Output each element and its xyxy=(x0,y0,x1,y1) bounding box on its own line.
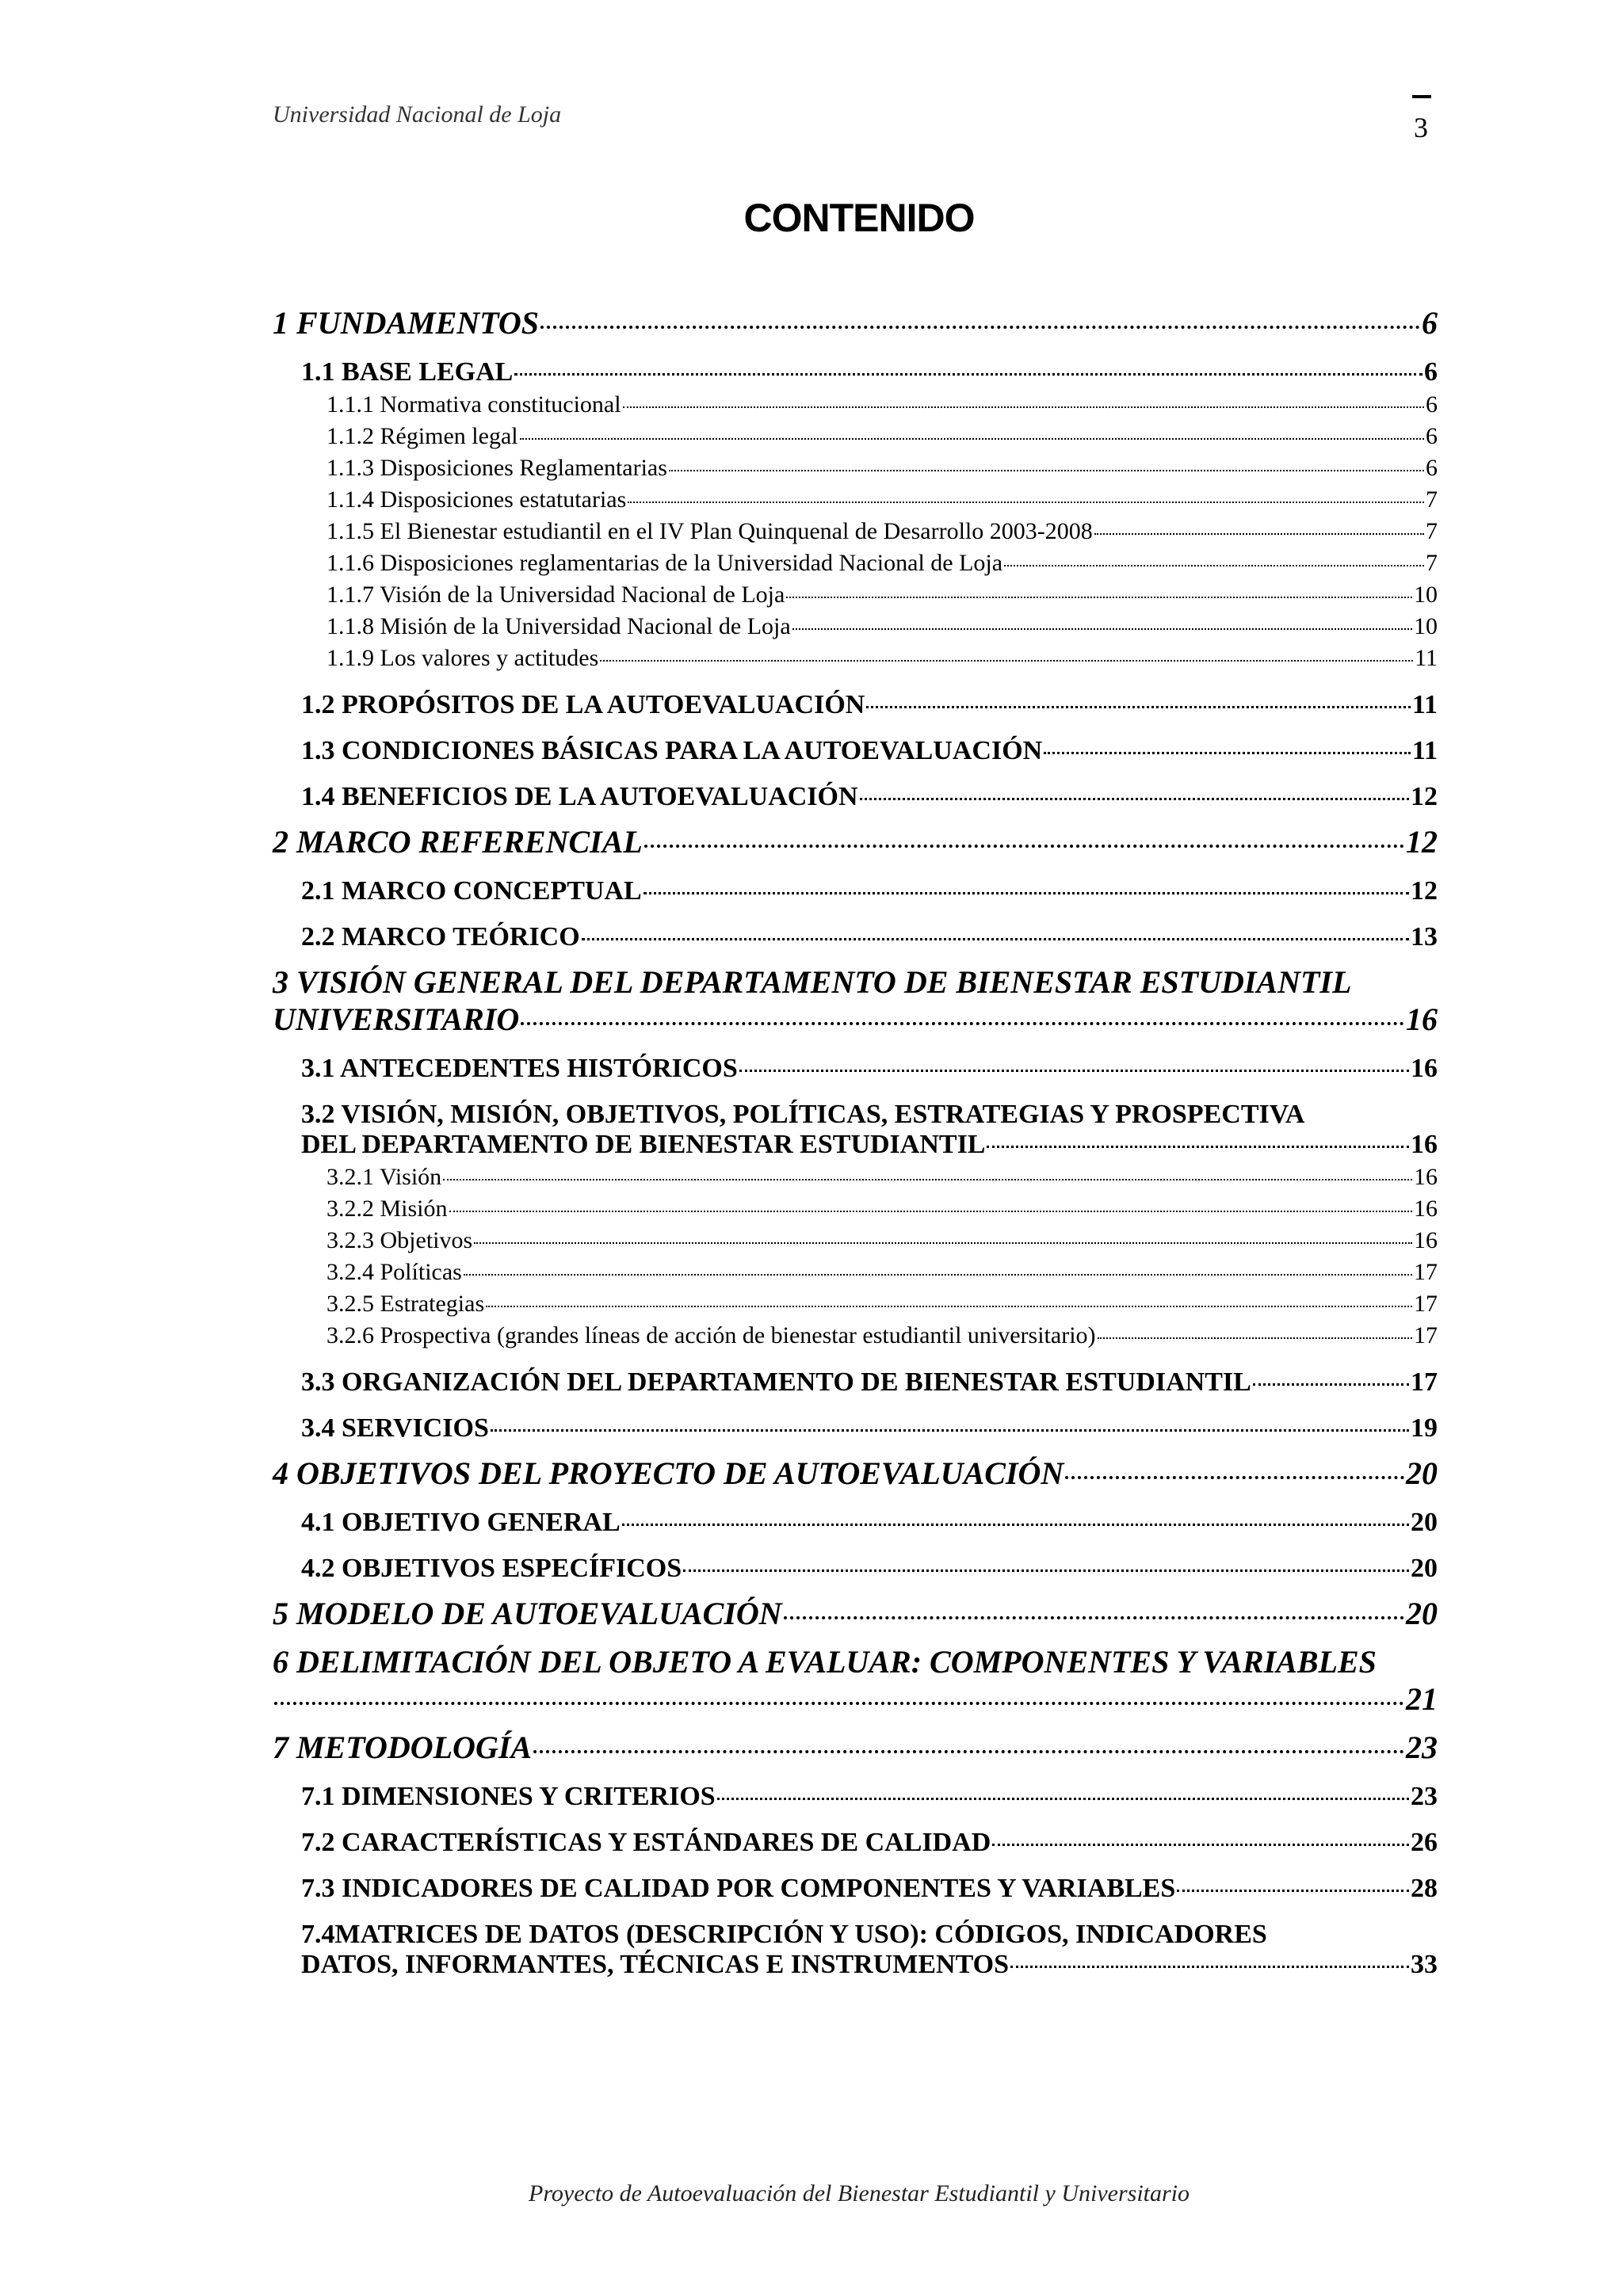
toc-entry-1-1-4[interactable] xyxy=(273,484,1438,516)
leader-dots xyxy=(449,1211,1412,1212)
toc-page: 19 xyxy=(1411,1413,1438,1443)
toc-entry-2-1[interactable] xyxy=(273,876,1438,906)
toc-label: 2.2 MARCO TEÓRICO xyxy=(301,922,580,952)
toc-entry-6[interactable] xyxy=(273,1643,1438,1718)
toc-page: 11 xyxy=(1411,690,1438,719)
toc-entry-2[interactable] xyxy=(273,823,1438,860)
toc-page: 20 xyxy=(1411,1508,1438,1537)
leader-dots xyxy=(860,798,1409,800)
table-of-contents xyxy=(273,293,1438,1981)
document-title: CONTENIDO xyxy=(743,196,975,240)
page-number-mark xyxy=(1412,95,1431,98)
toc-label-line2: DATOS, INFORMANTES, TÉCNICAS E INSTRUMENTOS xyxy=(301,1950,1010,1979)
leader-dots xyxy=(669,470,1424,471)
leader-dots xyxy=(622,1524,1409,1526)
toc-label: 7.2 CARACTERÍSTICAS Y ESTÁNDARES DE CALIDAD xyxy=(301,1828,991,1857)
toc-entry-1-4[interactable] xyxy=(273,782,1438,812)
toc-entry-4[interactable] xyxy=(273,1455,1438,1492)
toc-entry-1-1-6[interactable] xyxy=(273,547,1438,579)
toc-entry-1-1-5[interactable] xyxy=(273,516,1438,547)
toc-entry-1-1-9[interactable] xyxy=(273,643,1438,674)
toc-label: 7 METODOLOGÍA xyxy=(273,1730,533,1765)
toc-label: 4.2 OBJETIVOS ESPECÍFICOS xyxy=(301,1554,682,1583)
toc-label: 7.3 INDICADORES DE CALIDAD POR COMPONENTES Y VARIABLES xyxy=(301,1874,1176,1903)
toc-entry-1-1[interactable] xyxy=(273,357,1438,387)
toc-label: 1.1.6 Disposiciones reglamentarias de la Universidad Nacional de Loja xyxy=(327,550,1003,576)
toc-label: 1.4 BENEFICIOS DE LA AUTOEVALUACIÓN xyxy=(301,782,858,811)
leader-dots xyxy=(644,845,1404,848)
toc-label-line2: UNIVERSITARIO xyxy=(273,1001,520,1037)
toc-page: 17 xyxy=(1414,1259,1438,1285)
leader-dots xyxy=(540,326,1420,329)
toc-page: 6 xyxy=(1422,305,1438,341)
toc-page: 11 xyxy=(1415,645,1438,671)
toc-page: 7 xyxy=(1426,486,1438,513)
toc-label: 2.1 MARCO CONCEPTUAL xyxy=(301,876,642,906)
toc-entry-1-3[interactable] xyxy=(273,736,1438,766)
leader-dots xyxy=(443,1179,1412,1180)
leader-dots xyxy=(739,1070,1409,1072)
leader-dots xyxy=(533,1750,1404,1753)
toc-entry-3-4[interactable] xyxy=(273,1413,1438,1444)
toc-entry-7[interactable] xyxy=(273,1729,1438,1766)
toc-label: 3.2.5 Estrategias xyxy=(327,1291,485,1317)
toc-page: 33 xyxy=(1411,1950,1438,1979)
toc-page: 28 xyxy=(1411,1874,1438,1903)
toc-entry-3-2-4[interactable] xyxy=(273,1257,1438,1288)
toc-page: 10 xyxy=(1414,582,1438,608)
leader-dots xyxy=(464,1274,1412,1276)
leader-dots xyxy=(643,892,1409,894)
toc-label: 5 MODELO DE AUTOEVALUACIÓN xyxy=(273,1596,782,1631)
header-institution: Universidad Nacional de Loja xyxy=(273,101,562,128)
leader-dots xyxy=(1098,1337,1412,1339)
toc-label: 3.4 SERVICIOS xyxy=(301,1413,489,1443)
leader-dots xyxy=(274,1702,1404,1705)
toc-entry-4-1[interactable] xyxy=(273,1508,1438,1538)
toc-page: 7 xyxy=(1426,518,1438,544)
toc-page: 12 xyxy=(1411,876,1438,906)
toc-entry-3-3[interactable] xyxy=(273,1367,1438,1398)
toc-page: 16 xyxy=(1411,1130,1438,1159)
toc-entry-3-2[interactable] xyxy=(273,1100,1438,1160)
toc-page: 17 xyxy=(1414,1322,1438,1348)
toc-entry-3-1[interactable] xyxy=(273,1054,1438,1084)
leader-dots xyxy=(1044,752,1411,754)
toc-label: 1.1.9 Los valores y actitudes xyxy=(327,645,599,671)
toc-label: 1.1.7 Visión de la Universidad Nacional de Loja xyxy=(327,582,785,608)
toc-page: 11 xyxy=(1411,736,1438,765)
toc-entry-7-3[interactable] xyxy=(273,1874,1438,1904)
toc-label-line1: 6 DELIMITACIÓN DEL OBJETO A EVALUAR: COMPONENTES Y VARIABLES xyxy=(273,1644,1377,1680)
toc-entry-7-2[interactable] xyxy=(273,1828,1438,1858)
leader-dots xyxy=(717,1798,1409,1800)
toc-entry-1-1-1[interactable] xyxy=(273,389,1438,421)
leader-dots xyxy=(486,1306,1412,1307)
leader-dots xyxy=(600,660,1413,662)
toc-label: 3.3 ORGANIZACIÓN DEL DEPARTAMENTO DE BIENESTAR ESTUDIANTIL xyxy=(301,1367,1251,1397)
toc-label: 1.1 BASE LEGAL xyxy=(301,357,514,387)
leader-dots xyxy=(1004,565,1424,566)
toc-entry-3-2-2[interactable] xyxy=(273,1193,1438,1225)
toc-entry-3-2-6[interactable] xyxy=(273,1320,1438,1352)
toc-label: 1.1.4 Disposiciones estatutarias xyxy=(327,486,627,513)
toc-page: 16 xyxy=(1414,1196,1438,1222)
toc-page: 16 xyxy=(1411,1054,1438,1083)
page-number: 3 xyxy=(1414,112,1428,143)
leader-dots xyxy=(521,1022,1404,1025)
toc-page: 20 xyxy=(1411,1554,1438,1583)
toc-page: 13 xyxy=(1411,922,1438,952)
toc-label-line2: DEL DEPARTAMENTO DE BIENESTAR ESTUDIANTIL xyxy=(301,1130,986,1159)
leader-dots xyxy=(992,1844,1409,1846)
toc-page: 6 xyxy=(1426,455,1438,481)
leader-dots xyxy=(582,938,1409,940)
toc-entry-1-1-8[interactable] xyxy=(273,611,1438,643)
toc-page: 23 xyxy=(1411,1782,1438,1811)
leader-dots xyxy=(491,1429,1409,1432)
toc-entry-3-2-3[interactable] xyxy=(273,1225,1438,1257)
toc-label: 1.3 CONDICIONES BÁSICAS PARA LA AUTOEVALUACIÓN xyxy=(301,736,1043,765)
toc-page: 26 xyxy=(1411,1828,1438,1857)
toc-label: 1.1.2 Régimen legal xyxy=(327,423,518,449)
leader-dots xyxy=(514,373,1423,376)
toc-label: 4 OBJETIVOS DEL PROYECTO DE AUTOEVALUACIÓN xyxy=(273,1455,1064,1491)
toc-page: 6 xyxy=(1424,357,1438,387)
toc-page: 6 xyxy=(1426,423,1438,449)
toc-entry-1-2[interactable] xyxy=(273,690,1438,720)
toc-page: 12 xyxy=(1411,782,1438,811)
toc-label: 1.2 PROPÓSITOS DE LA AUTOEVALUACIÓN xyxy=(301,690,865,719)
toc-entry-5[interactable] xyxy=(273,1595,1438,1632)
toc-page: 20 xyxy=(1406,1455,1438,1491)
toc-label: 3.2.3 Objetivos xyxy=(327,1227,473,1253)
toc-entry-3-2-5[interactable] xyxy=(273,1288,1438,1320)
toc-label: 4.1 OBJETIVO GENERAL xyxy=(301,1508,621,1537)
leader-dots xyxy=(1065,1476,1404,1479)
toc-label: 1.1.1 Normativa constitucional xyxy=(327,391,621,418)
toc-entry-1-1-7[interactable] xyxy=(273,579,1438,611)
toc-page: 17 xyxy=(1414,1291,1438,1317)
toc-page: 23 xyxy=(1406,1730,1438,1765)
toc-page: 12 xyxy=(1406,824,1438,860)
toc-page: 16 xyxy=(1414,1164,1438,1190)
toc-entry-7-1[interactable] xyxy=(273,1782,1438,1812)
leader-dots xyxy=(683,1569,1409,1572)
leader-dots xyxy=(784,1616,1404,1619)
toc-label: 1 FUNDAMENTOS xyxy=(273,305,539,341)
toc-entry-3-2-1[interactable] xyxy=(273,1161,1438,1193)
toc-label-line1: 3 VISIÓN GENERAL DEL DEPARTAMENTO DE BIENESTAR ESTUDIANTIL xyxy=(273,964,1352,1000)
leader-dots xyxy=(792,628,1412,630)
leader-dots xyxy=(1253,1383,1409,1386)
toc-page: 16 xyxy=(1406,1001,1438,1037)
toc-label: 7.1 DIMENSIONES Y CRITERIOS xyxy=(301,1782,716,1811)
leader-dots xyxy=(1094,533,1424,535)
toc-entry-1[interactable] xyxy=(273,304,1438,341)
toc-page: 21 xyxy=(1406,1681,1438,1717)
toc-label: 1.1.8 Misión de la Universidad Nacional de Loja xyxy=(327,613,791,639)
toc-label: 3.2.1 Visión xyxy=(327,1164,442,1190)
toc-label-line1: 3.2 VISIÓN, MISIÓN, OBJETIVOS, POLÍTICAS, ESTRATEGIAS Y PROSPECTIVA xyxy=(301,1100,1305,1129)
leader-dots xyxy=(1010,1966,1409,1968)
toc-page: 7 xyxy=(1426,550,1438,576)
toc-label: 3.2.4 Políticas xyxy=(327,1259,462,1285)
toc-page: 20 xyxy=(1406,1596,1438,1631)
leader-dots xyxy=(623,406,1424,408)
toc-page: 6 xyxy=(1426,391,1438,418)
leader-dots xyxy=(628,502,1424,503)
leader-dots xyxy=(987,1146,1409,1148)
toc-label-line1: 7.4MATRICES DE DATOS (DESCRIPCIÓN Y USO): CÓDIGOS, INDICADORES xyxy=(301,1920,1267,1949)
toc-page: 10 xyxy=(1414,613,1438,639)
toc-entry-2-2[interactable] xyxy=(273,922,1438,952)
toc-entry-7-4[interactable] xyxy=(273,1920,1438,1980)
toc-label: 1.1.3 Disposiciones Reglamentarias xyxy=(327,455,667,481)
leader-dots xyxy=(866,706,1411,708)
toc-label: 1.1.5 El Bienestar estudiantil en el IV Plan Quinquenal de Desarrollo 2003-2008 xyxy=(327,518,1093,544)
toc-page: 17 xyxy=(1411,1367,1438,1397)
toc-label: 3.2.2 Misión xyxy=(327,1196,448,1222)
toc-label: 3.1 ANTECEDENTES HISTÓRICOS xyxy=(301,1054,738,1083)
toc-label: 3.2.6 Prospectiva (grandes líneas de acción de bienestar estudiantil universitario) xyxy=(327,1322,1096,1348)
page-footer: Proyecto de Autoevaluación del Bienestar Estudiantil y Universitario xyxy=(529,2180,1190,2206)
toc-label: 2 MARCO REFERENCIAL xyxy=(273,824,643,860)
toc-entry-3[interactable] xyxy=(273,963,1438,1038)
leader-dots xyxy=(1177,1890,1409,1892)
toc-entry-1-1-2[interactable] xyxy=(273,421,1438,452)
leader-dots xyxy=(520,438,1424,440)
toc-page: 16 xyxy=(1414,1227,1438,1253)
toc-entry-4-2[interactable] xyxy=(273,1554,1438,1584)
leader-dots xyxy=(786,597,1412,598)
toc-entry-1-1-3[interactable] xyxy=(273,452,1438,484)
leader-dots xyxy=(474,1242,1412,1244)
